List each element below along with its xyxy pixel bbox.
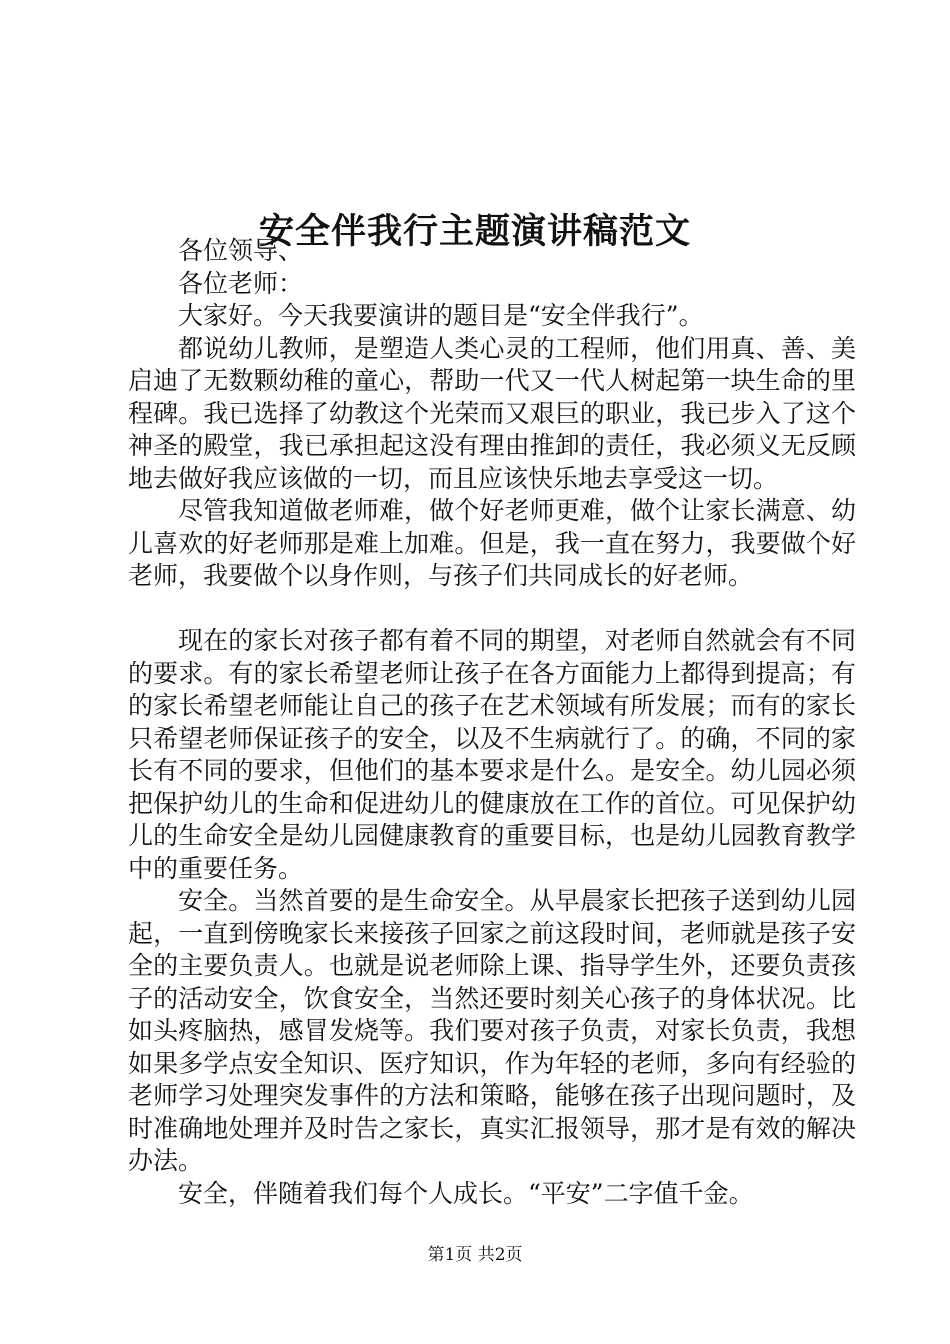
blank-line [128,593,856,626]
body-paragraph: 现在的家长对孩子都有着不同的期望，对老师自然就会有不同的要求。有的家长希望老师让孩子在各方面能力上都得到提高；有的家长希望老师能让自己的孩子在艺术领域有所发展；而有的家长只希望老师保证孩子的安全，以及不生病就行了。的确，不同的家长有不同的要求，但他们的基本要求是什么。是安全。幼儿园必须把保护幼儿的生命和促进幼儿的健康放在工作的首位。可见保护幼儿的生命安全是幼儿园健康教育的重要目标，也是幼儿园教育教学中的重要任务。 [128,626,856,883]
body-paragraph: 安全。当然首要的是生命安全。从早晨家长把孩子送到幼儿园起，一直到傍晚家长来接孩子回家之前这段时间，老师就是孩子安全的主要负责人。也就是说老师除上课、指导学生外，还要负责孩子的活动安全，饮食安全，当然还要时刻关心孩子的身体状况。比如头疼脑热，感冒发烧等。我们要对孩子负责，对家长负责，我想如果多学点安全知识、医疗知识，作为年轻的老师，多向有经验的老师学习处理突发事件的方法和策略，能够在孩子出现问题时，及时准确地处理并及时告之家长，真实汇报领导，那才是有效的解决办法。 [128,886,856,1175]
page-footer: 第1页 共2页 [427,1245,523,1265]
body-paragraph: 都说幼儿教师，是塑造人类心灵的工程师，他们用真、善、美启迪了无数颗幼稚的童心，帮助一代又一代人树起第一块生命的里程碑。我已选择了幼教这个光荣而又艰巨的职业，我已步入了这个神圣的殿堂，我已承担起这没有理由推卸的责任，我必须义无反顾地去做好我应该做的一切，而且应该快乐地去享受这一切。 [128,333,856,493]
document-title: 安全伴我行主题演讲稿范文 [258,211,691,253]
salutation-leaders: 各位领导、 [178,236,304,265]
greeting-paragraph: 大家好。今天我要演讲的题目是“安全伴我行”。 [178,301,704,330]
body-paragraph: 尽管我知道做老师难，做个好老师更难，做个让家长满意、幼儿喜欢的好老师那是难上加难。但是，我一直在努力，我要做个好老师，我要做个以身作则，与孩子们共同成长的好老师。 [128,496,856,590]
body-paragraph: 安全，伴随着我们每个人成长。“平安”二字值千金。 [178,1178,754,1208]
document-body [128,235,856,1210]
salutation-teachers: 各位老师： [178,268,304,298]
